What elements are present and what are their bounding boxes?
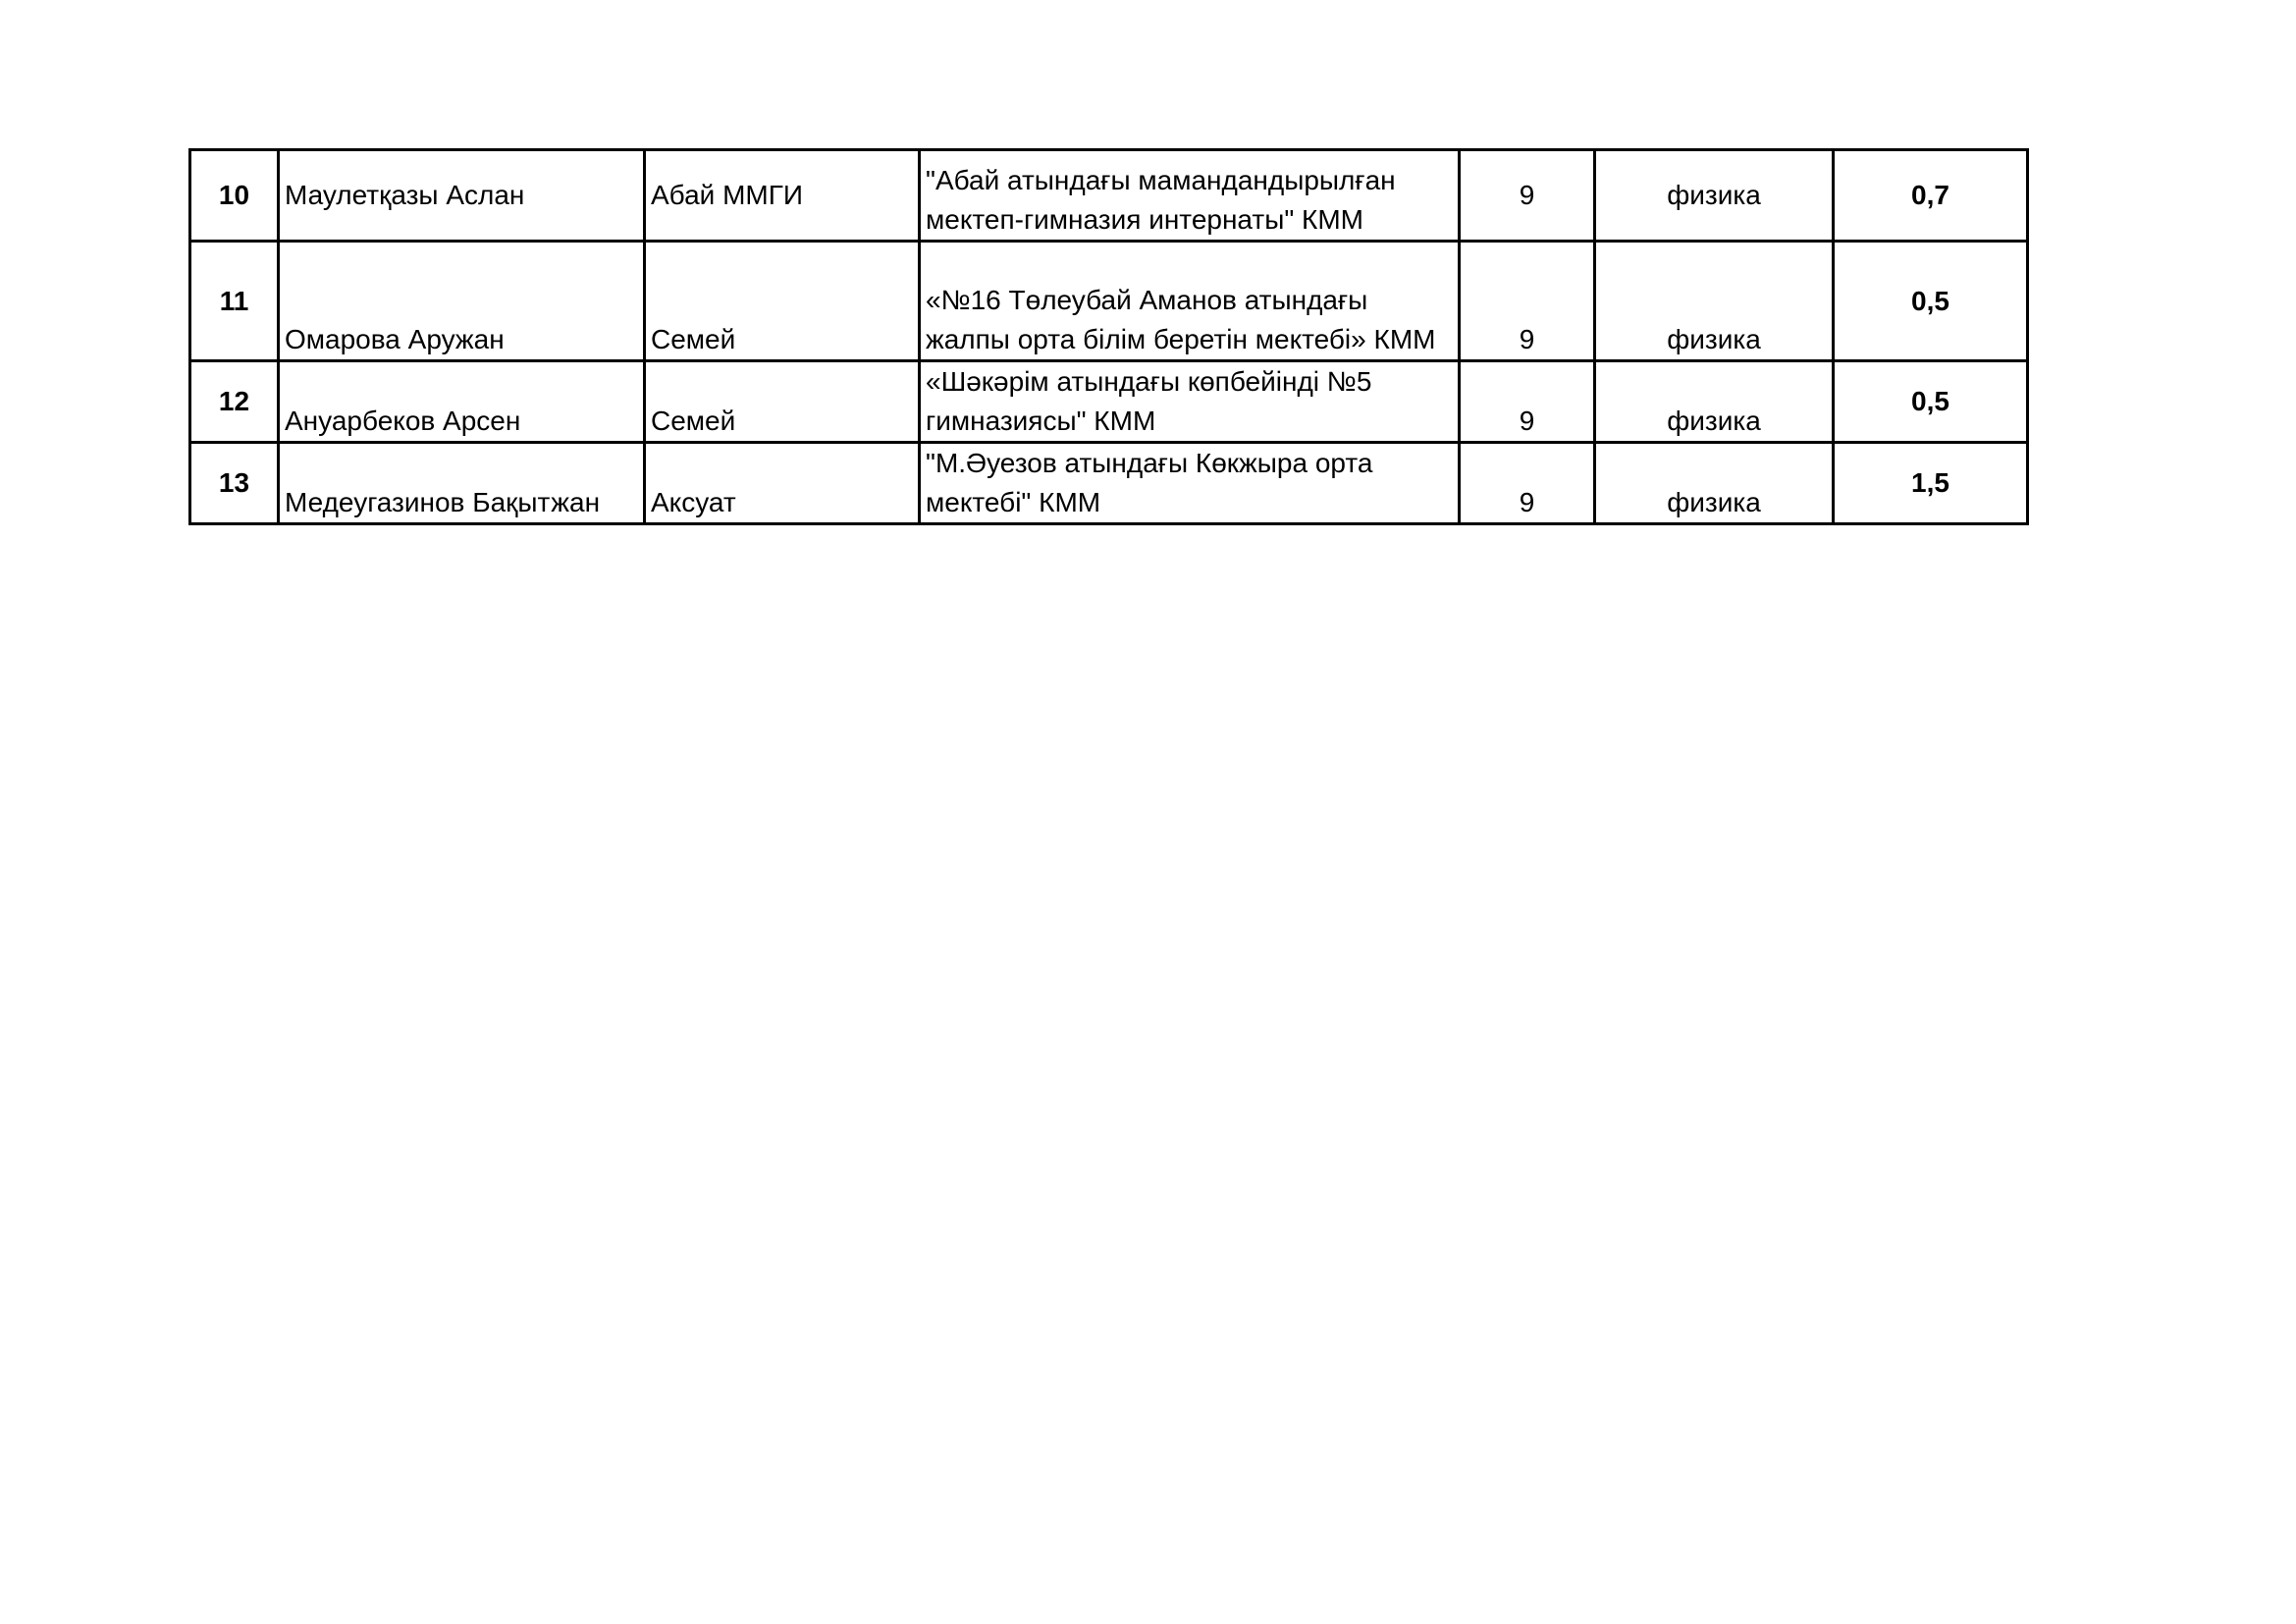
region: Абай ММГИ <box>645 150 920 242</box>
grade: 9 <box>1460 242 1595 361</box>
table-row <box>190 443 2028 524</box>
school-name-line: «Шәкәрім атындағы көпбейінді №5 <box>926 366 1372 397</box>
results-table <box>188 148 2029 525</box>
student-name: Омарова Аружан <box>279 242 645 361</box>
school-name-line: "М.Әуезов атындағы Көкжыра орта <box>926 448 1373 478</box>
school-name <box>920 443 1460 524</box>
school-name-line: мектеп-гимназия интернаты" КММ <box>926 204 1364 235</box>
score: 0,5 <box>1834 361 2028 443</box>
row-number: 13 <box>190 443 279 524</box>
region: Семей <box>645 361 920 443</box>
school-name-line: «№16 Төлеубай Аманов атындағы <box>926 285 1368 315</box>
subject: физика <box>1595 150 1834 242</box>
grade: 9 <box>1460 443 1595 524</box>
table-row <box>190 361 2028 443</box>
school-name-line: "Абай атындағы мамандандырылған <box>926 165 1396 195</box>
row-number: 10 <box>190 150 279 242</box>
subject: физика <box>1595 242 1834 361</box>
school-name-line: мектебі" КММ <box>926 487 1101 517</box>
score: 0,5 <box>1834 242 2028 361</box>
table-row <box>190 150 2028 242</box>
row-number: 12 <box>190 361 279 443</box>
table-row <box>190 242 2028 361</box>
school-name-line: гимназиясы" КММ <box>926 406 1156 436</box>
student-name: Медеугазинов Бақытжан <box>279 443 645 524</box>
region: Семей <box>645 242 920 361</box>
grade: 9 <box>1460 150 1595 242</box>
row-number: 11 <box>190 242 279 361</box>
student-name: Маулетқазы Аслан <box>279 150 645 242</box>
score: 1,5 <box>1834 443 2028 524</box>
school-name <box>920 242 1460 361</box>
student-name: Ануарбеков Арсен <box>279 361 645 443</box>
school-name-line: жалпы орта білім беретін мектебі» КММ <box>926 324 1436 354</box>
region: Аксуат <box>645 443 920 524</box>
grade: 9 <box>1460 361 1595 443</box>
subject: физика <box>1595 361 1834 443</box>
school-name <box>920 150 1460 242</box>
score: 0,7 <box>1834 150 2028 242</box>
school-name <box>920 361 1460 443</box>
subject: физика <box>1595 443 1834 524</box>
